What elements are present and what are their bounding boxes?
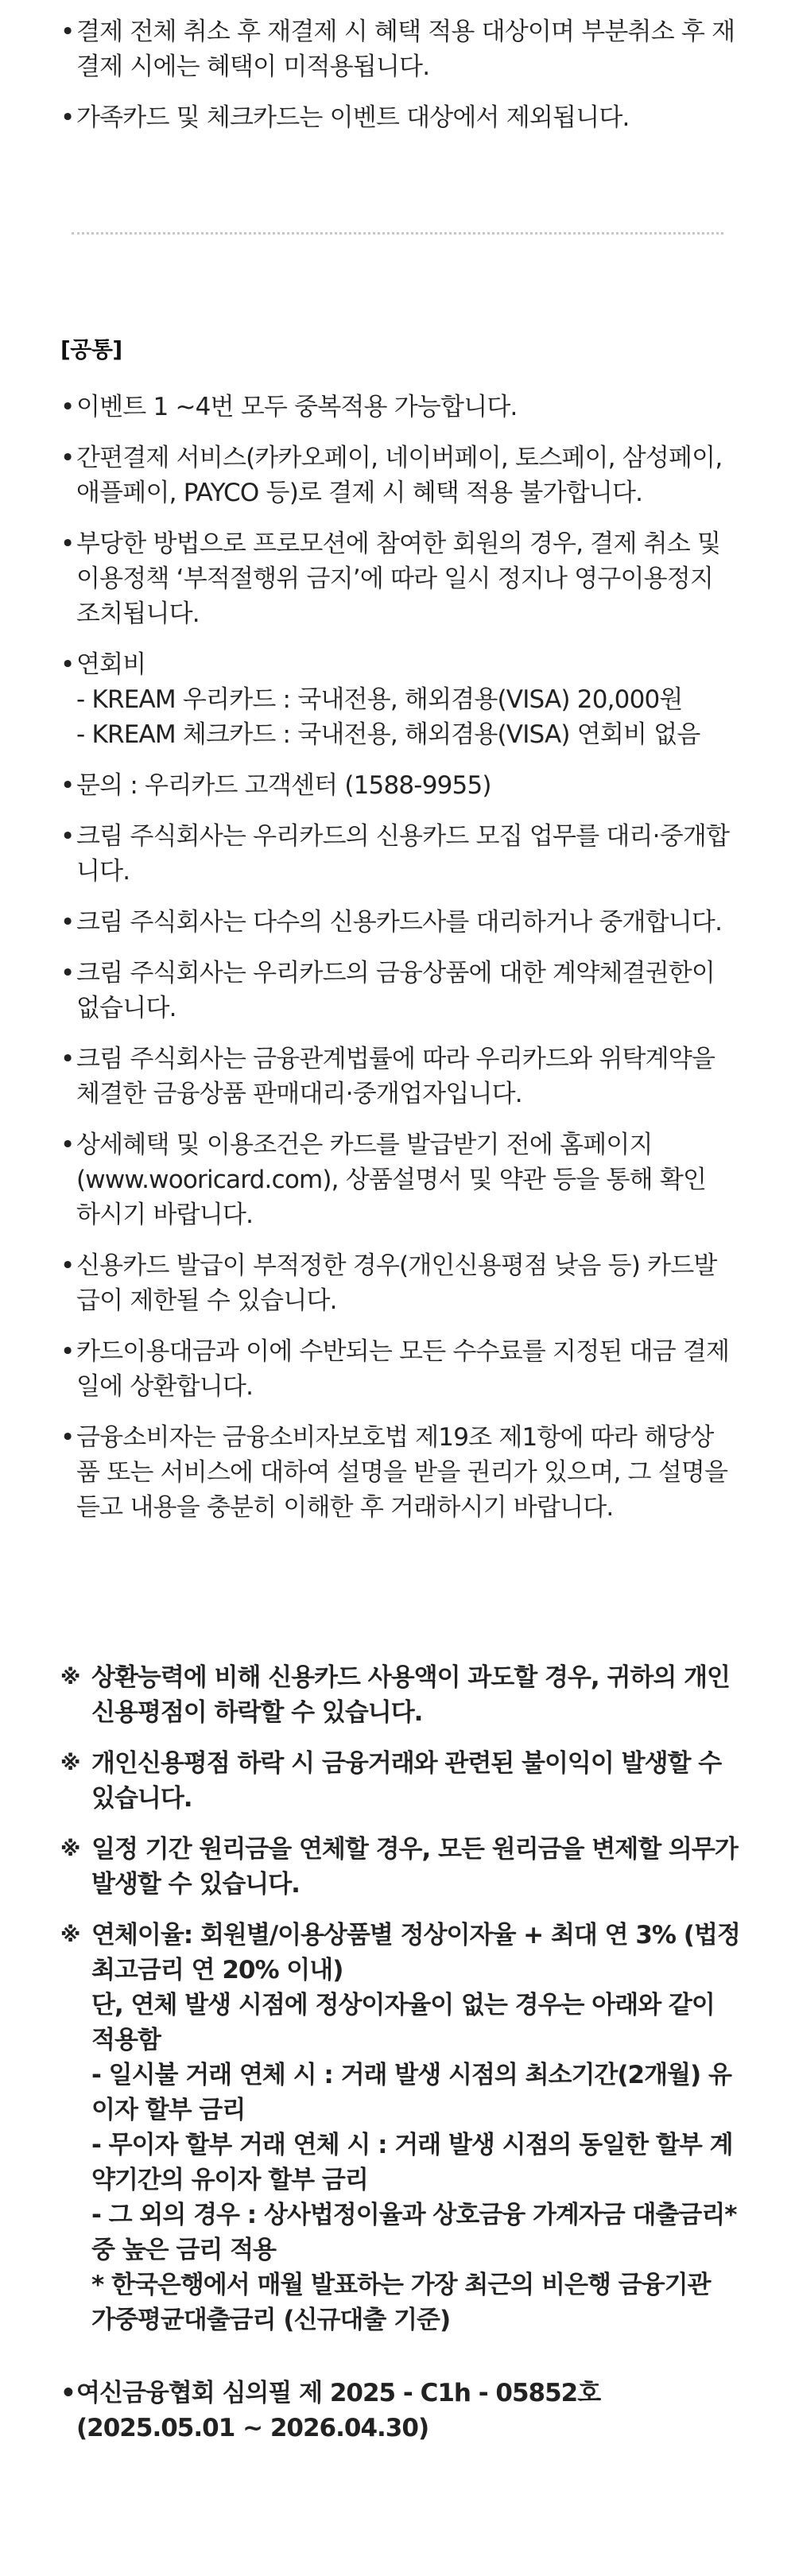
common-item (0, 390, 795, 425)
bullet-mark: • (60, 444, 75, 472)
reference-mark: ※ (60, 1666, 80, 1690)
text-line: 품 또는 서비스에 대하여 설명을 받을 권리가 있으며, 그 설명을 (76, 1458, 728, 1487)
approval-section (0, 2376, 795, 2462)
common-item (0, 1248, 795, 1318)
text-line: 신용평점이 하락할 수 있습니다. (91, 1698, 423, 1727)
text-line: 하시기 바랍니다. (76, 1201, 254, 1229)
common-bullet-list (0, 390, 795, 1525)
common-item (0, 819, 795, 889)
text-line: 중 높은 금리 적용 (91, 2236, 276, 2264)
bullet-mark: • (60, 1423, 75, 1452)
warning-section (0, 1660, 795, 2353)
bullet-mark: • (60, 822, 75, 851)
text-line: 최고금리 연 20% 이내) (91, 1956, 343, 1984)
text-line: 개인신용평점 하락 시 금융거래와 관련된 불이익이 발생할 수 (91, 1749, 722, 1778)
bullet-mark: • (60, 393, 75, 421)
text-line: 단, 연체 발생 시점에 정상이자율이 없는 경우는 아래와 같이 (91, 1991, 715, 2019)
text-line: 금융소비자는 금융소비자보호법 제19조 제1항에 따라 해당상 (76, 1423, 714, 1452)
common-item (0, 526, 795, 631)
text-line: * 한국은행에서 매월 발표하는 가장 최근의 비은행 금융기관 (91, 2271, 711, 2299)
common-item (0, 956, 795, 1026)
text-line: - 무이자 할부 거래 연체 시 : 거래 발생 시점의 동일한 할부 계 (91, 2131, 733, 2159)
text-line: 가중평균대출금리 (신규대출 기준) (91, 2306, 451, 2334)
bullet-mark: • (60, 1131, 75, 1159)
text-line: 연체이율: 회원별/이용상품별 정상이자율 + 최대 연 3% (법정 (91, 1921, 740, 1949)
text-line: 상세혜택 및 이용조건은 카드를 발급받기 전에 홈페이지 (76, 1131, 653, 1159)
bullet-mark: • (60, 771, 75, 800)
text-line: 있습니다. (91, 1784, 192, 1813)
text-line: - KREAM 체크카드 : 국내전용, 해외겸용(VISA) 연회비 없음 (76, 720, 700, 749)
text-line: 이용정책 ‘부적절행위 금지’에 따라 일시 정지나 영구이용정지 (76, 564, 714, 593)
text-line: 크림 주식회사는 우리카드의 금융상품에 대한 계약체결권한이 (76, 959, 716, 987)
text-line: 상환능력에 비해 신용카드 사용액이 과도할 경우, 귀하의 개인 (91, 1663, 730, 1692)
text-line: 일정 기간 원리금을 연체할 경우, 모든 원리금을 변제할 의무가 (91, 1835, 738, 1864)
common-section (0, 390, 795, 1541)
warning-item (0, 1746, 795, 1816)
text-line: 조치됩니다. (76, 599, 200, 628)
text-line: 이자 할부 금리 (91, 2096, 246, 2124)
text-line: 크림 주식회사는 금융관계법률에 따라 우리카드와 위탁계약을 (76, 1045, 716, 1073)
text-line: 카드이용대금과 이에 수반되는 모든 수수료를 지정된 대금 결제 (76, 1337, 730, 1366)
reference-mark: ※ (60, 1837, 80, 1861)
notice-item (0, 100, 795, 135)
top-notice-section (0, 14, 795, 151)
warning-note-list (0, 1660, 795, 2337)
bullet-mark: • (60, 103, 75, 132)
top-bullet-list (0, 14, 795, 135)
bullet-mark: • (60, 650, 75, 679)
text-line: 연회비 (76, 650, 146, 679)
common-item (0, 905, 795, 940)
text-line: 체결한 금융상품 판매대리·중개업자입니다. (76, 1080, 522, 1108)
text-line: 발생할 수 있습니다. (91, 1870, 300, 1899)
reference-mark: ※ (60, 1923, 80, 1947)
bullet-mark: • (60, 1337, 75, 1366)
approval-item (0, 2376, 795, 2446)
warning-item (0, 1832, 795, 1902)
text-line: 적용함 (91, 2026, 161, 2054)
text-line: 결제 전체 취소 후 재결제 시 혜택 적용 대상이며 부분취소 후 재 (76, 17, 735, 46)
text-line: - 일시불 거래 연체 시 : 거래 발생 시점의 최소기간(2개월) 유 (91, 2061, 731, 2089)
text-line: 니다. (76, 857, 130, 886)
common-item (0, 1042, 795, 1111)
text-line: 신용카드 발급이 부적정한 경우(개인신용평점 낮음 등) 카드발 (76, 1251, 717, 1280)
text-line: 듣고 내용을 충분히 이해한 후 거래하시기 바랍니다. (76, 1493, 614, 1522)
text-line: 크림 주식회사는 우리카드의 신용카드 모집 업무를 대리·중개합 (76, 822, 730, 851)
common-item (0, 1127, 795, 1232)
text-line: 가족카드 및 체크카드는 이벤트 대상에서 제외됩니다. (76, 103, 630, 132)
text-line: 간편결제 서비스(카카오페이, 네이버페이, 토스페이, 삼성페이, (76, 444, 723, 472)
bullet-mark: • (60, 908, 75, 937)
text-line: (www.wooricard.com), 상품설명서 및 약관 등을 통해 확인 (76, 1166, 707, 1194)
warning-item (0, 1660, 795, 1730)
approval-list (0, 2376, 795, 2446)
approval-line: (2025.05.01 ~ 2026.04.30) (76, 2414, 429, 2442)
text-line: - 그 외의 경우 : 상사법정이율과 상호금융 가계자금 대출금리* (91, 2201, 737, 2229)
bullet-mark: • (60, 17, 75, 46)
bullet-mark: • (60, 959, 75, 987)
text-line: 크림 주식회사는 다수의 신용카드사를 대리하거나 중개합니다. (76, 908, 723, 937)
text-line: 이벤트 1 ~4번 모두 중복적용 가능합니다. (76, 393, 518, 421)
notice-item (0, 14, 795, 84)
common-item (0, 647, 795, 752)
text-line: 문의 : 우리카드 고객센터 (1588-9955) (76, 771, 491, 800)
text-line: 일에 상환합니다. (76, 1372, 254, 1401)
text-line: 급이 제한될 수 있습니다. (76, 1286, 337, 1315)
bullet-mark: • (60, 2379, 76, 2407)
text-line: 결제 시에는 혜택이 미적용됩니다. (76, 52, 430, 81)
text-line: - KREAM 우리카드 : 국내전용, 해외겸용(VISA) 20,000원 (76, 685, 683, 714)
dotted-divider (72, 232, 723, 235)
common-item (0, 1334, 795, 1404)
common-item (0, 1420, 795, 1525)
warning-item (0, 1918, 795, 2337)
common-heading: [공통] (60, 336, 122, 363)
bullet-mark: • (60, 1251, 75, 1280)
text-line: 없습니다. (76, 994, 176, 1022)
bullet-mark: • (60, 1045, 75, 1073)
reference-mark: ※ (60, 1752, 80, 1775)
text-line: 약기간의 유이자 할부 금리 (91, 2166, 368, 2194)
text-line: 부당한 방법으로 프로모션에 참여한 회원의 경우, 결제 취소 및 (76, 530, 721, 558)
text-line: 애플페이, PAYCO 등)로 결제 시 혜택 적용 불가합니다. (76, 479, 643, 507)
approval-line: 여신금융협회 심의필 제 2025 - C1h - 05852호 (76, 2379, 601, 2407)
common-item (0, 440, 795, 510)
bullet-mark: • (60, 530, 75, 558)
common-item (0, 768, 795, 803)
